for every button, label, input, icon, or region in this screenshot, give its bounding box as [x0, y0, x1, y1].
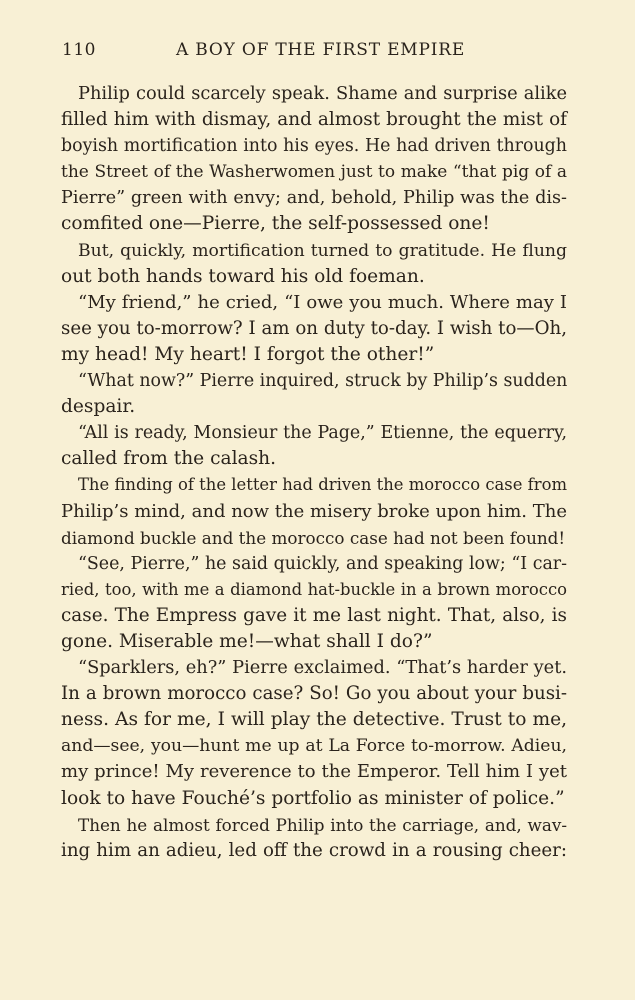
body-text: [61, 81, 567, 864]
text-line: the Street of the Washerwomen just to make “that pig of a: [61, 162, 567, 183]
text-line: “See, Pierre,” he said quickly, and speaking low; “I car-: [78, 553, 567, 574]
text-line: But, quickly, mortification turned to gratitude. He flung: [78, 240, 567, 261]
text-line: ried, too, with me a diamond hat-buckle in a brown morocco: [61, 579, 567, 599]
text-line: case. The Empress gave it me last night. That, also, is: [61, 604, 567, 626]
text-line: my prince! My reverence to the Emperor. Tell him I yet: [61, 761, 567, 783]
text-line: called from the calash.: [61, 448, 277, 470]
text-line: boyish mortification into his eyes. He had driven through: [61, 136, 567, 157]
text-line: In a brown morocco case? So! Go you about your busi-: [61, 683, 567, 705]
text-line: “All is ready, Monsieur the Page,” Etienne, the equerry,: [78, 423, 567, 444]
text-line: “What now?” Pierre inquired, struck by Philip’s sudden: [78, 371, 568, 392]
text-line: ness. As for me, I will play the detective. Trust to me,: [61, 709, 567, 731]
text-line: Philip’s mind, and now the misery broke upon him. The: [61, 500, 567, 522]
text-line: diamond buckle and the morocco case had not been found!: [61, 527, 566, 548]
text-line: see you to-morrow? I am on duty to-day. I wish to—Oh,: [61, 317, 567, 339]
page-number: 110: [62, 40, 96, 60]
page-header: [62, 40, 569, 66]
text-line: my head! My heart! I forgot the other!”: [61, 343, 435, 365]
text-line: ing him an adieu, led off the crowd in a rousing cheer:: [61, 839, 567, 861]
text-line: “Sparklers, eh?” Pierre exclaimed. “That’s harder yet.: [78, 657, 567, 679]
text-line: “My friend,” he cried, “I owe you much. Where may I: [78, 291, 567, 313]
text-line: Pierre” green with envy; and, behold, Philip was the dis-: [61, 188, 567, 209]
text-line: comfited one—Pierre, the self-possessed one!: [61, 213, 490, 235]
text-line: and—see, you—hunt me up at La Force to-morrow. Adieu,: [61, 736, 567, 757]
text-line: The finding of the letter had driven the morocco case from: [78, 475, 567, 495]
text-line: despair.: [61, 396, 136, 418]
text-line: out both hands toward his old foeman.: [61, 265, 425, 287]
text-line: Philip could scarcely speak. Shame and surprise alike: [78, 83, 567, 104]
text-line: filled him with dismay, and almost brought the mist of: [61, 109, 567, 131]
text-line: Then he almost forced Philip into the carriage, and, wav-: [78, 814, 567, 835]
running-head: A BOY OF THE FIRST EMPIRE: [176, 40, 466, 60]
text-line: look to have Fouché’s portfolio as minister of police.”: [61, 787, 565, 809]
text-line: gone. Miserable me!—what shall I do?”: [61, 630, 433, 652]
